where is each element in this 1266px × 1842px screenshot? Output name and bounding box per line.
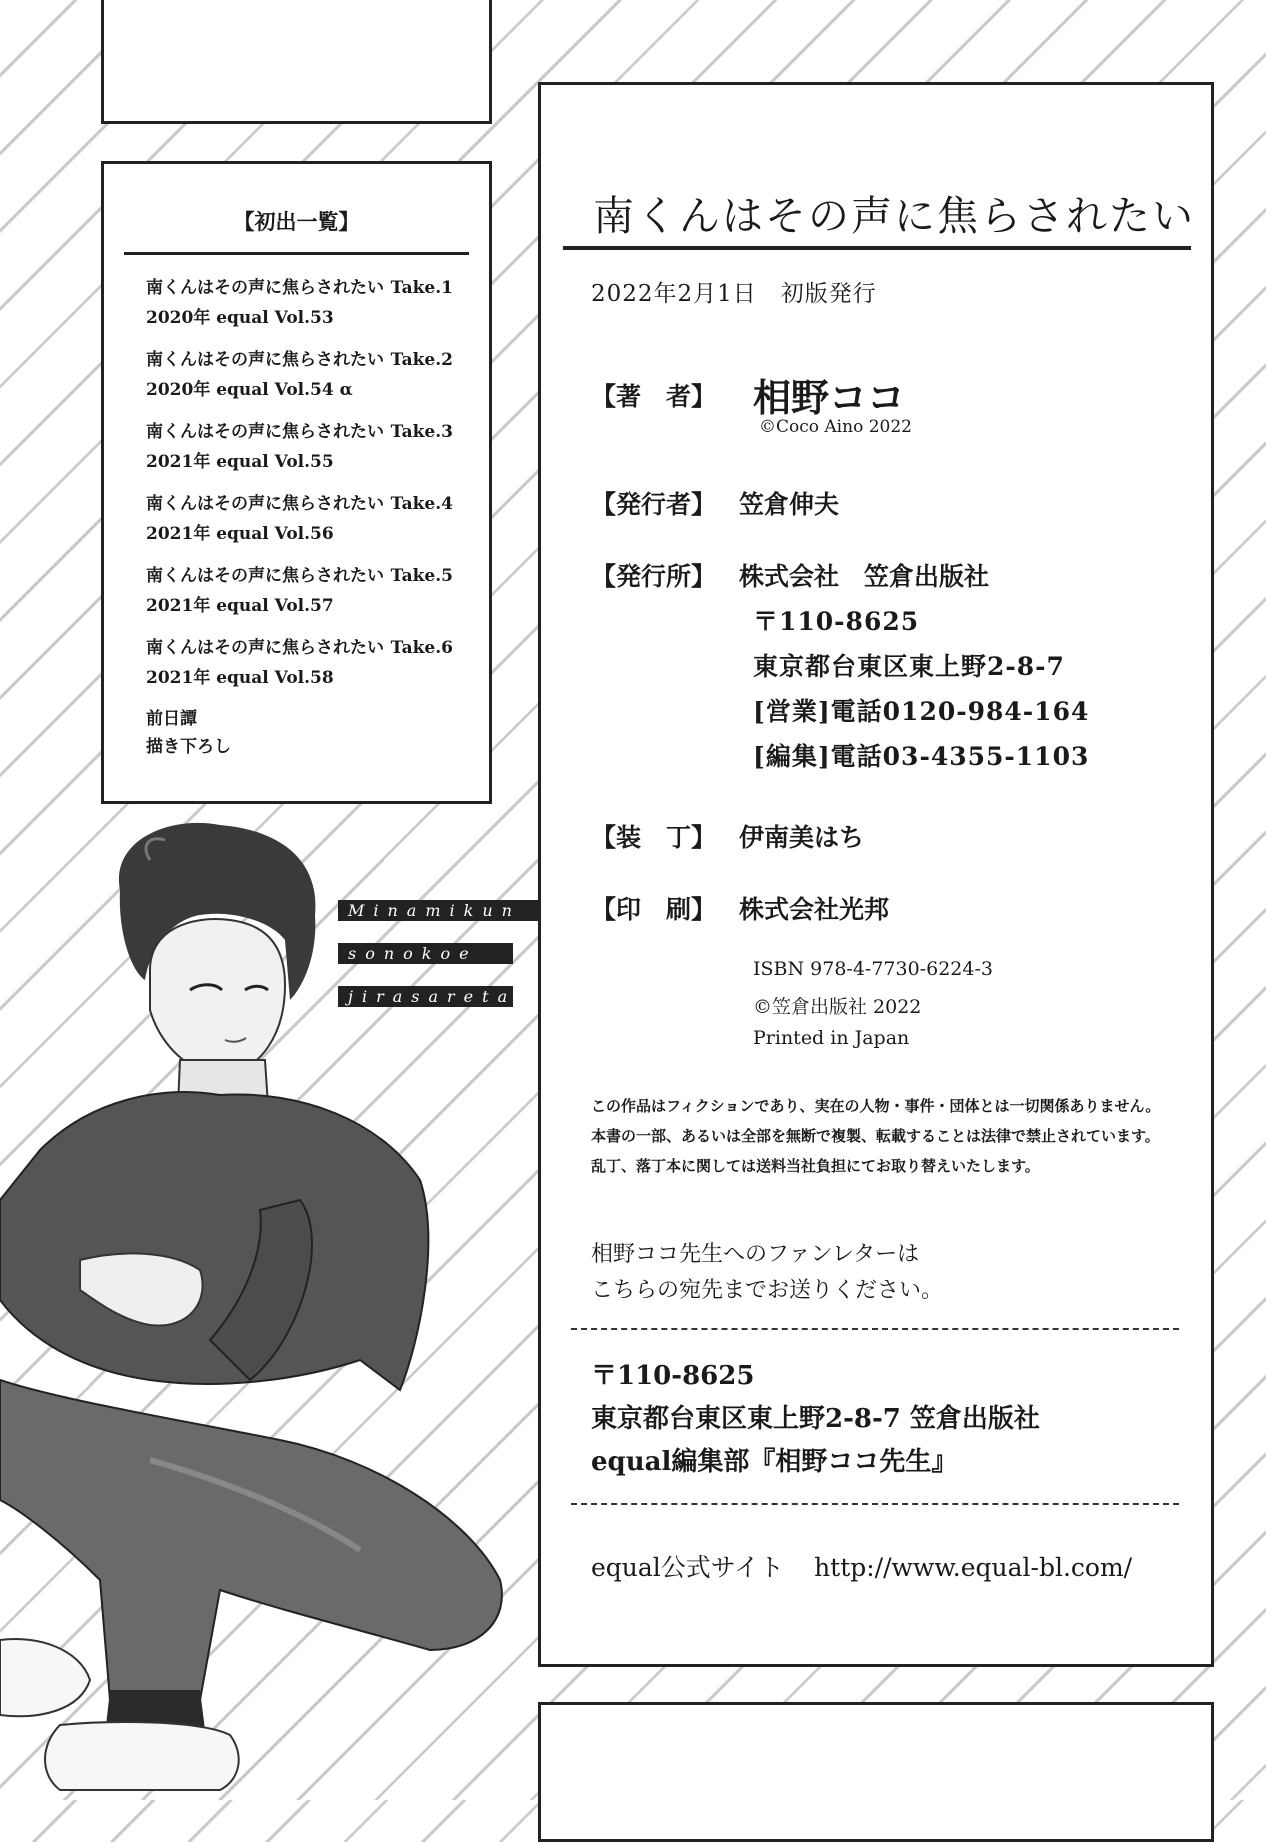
take-label: Take.4 [390, 494, 453, 514]
list-item [146, 345, 489, 405]
issue-label: 2021年 equal Vol.56 [146, 524, 334, 544]
author-label: 【著 者】 [591, 382, 717, 411]
publication-date: 2022年2月1日 初版発行 [591, 281, 877, 307]
publisher-copyright: ©笠倉出版社 2022 [753, 996, 922, 1018]
fan-letter-line-1: 相野ココ先生へのファンレターは [591, 1242, 920, 1267]
list-item [146, 417, 489, 477]
work-title: 南くんはその声に焦らされたい [146, 494, 384, 514]
author-field [591, 377, 739, 413]
romaji-title-line-2: sonokoe ni [338, 943, 513, 964]
list-item [146, 489, 489, 549]
romaji-title-line-1: Minamikun ha [338, 900, 554, 921]
work-title: 南くんはその声に焦らされたい [146, 350, 384, 370]
first-publication-heading: 【初出一覧】 [233, 209, 360, 234]
list-item [146, 273, 489, 333]
work-title: 南くんはその声に焦らされたい [146, 638, 384, 658]
take-label: Take.1 [390, 278, 453, 298]
list-item [146, 633, 489, 693]
copy-notice: 本書の一部、あるいは全部を無断で複製、転載することは法律で禁止されています。 [591, 1127, 1160, 1145]
printer: 株式会社光邦 [739, 895, 890, 924]
first-publication-list [101, 161, 492, 804]
publisher-person: 笠倉伸夫 [739, 490, 840, 519]
author-copyright: ©Coco Aino 2022 [759, 417, 912, 437]
publisher-address: 東京都台東区東上野2-8-7 [753, 652, 1065, 681]
fiction-notice: この作品はフィクションであり、実在の人物・事件・団体とは一切関係ありません。 [591, 1097, 1161, 1115]
colophon-panel [538, 82, 1214, 1667]
dashed-divider [571, 1503, 1179, 1505]
take-label: Take.6 [390, 638, 453, 658]
sales-phone: [営業]電話0120-984-164 [753, 697, 1090, 726]
publisher-postal: 〒110-8625 [753, 607, 920, 636]
design-label: 【装 丁】 [591, 823, 717, 852]
work-title: 南くんはその声に焦らされたい [146, 422, 384, 442]
print-field [591, 890, 889, 926]
dashed-divider [571, 1328, 1179, 1330]
work-title: 南くんはその声に焦らされたい [146, 278, 384, 298]
issue-label: 2021年 equal Vol.57 [146, 596, 334, 616]
designer: 伊南美はち [739, 823, 865, 852]
issue-label: 2021年 equal Vol.55 [146, 452, 334, 472]
mail-postal: 〒110-8625 [591, 1361, 755, 1391]
mail-department: equal編集部『相野ココ先生』 [591, 1447, 958, 1477]
work-title: 南くんはその声に焦らされたい [146, 566, 384, 586]
print-label: 【印 刷】 [591, 895, 717, 924]
top-blank-panel [101, 0, 492, 124]
take-label: Take.3 [390, 422, 453, 442]
issue-label: 2020年 equal Vol.53 [146, 308, 334, 328]
official-site [591, 1548, 1132, 1584]
issue-label: 2020年 equal Vol.54 α [146, 380, 353, 400]
take-label: Take.5 [390, 566, 453, 586]
site-label: equal公式サイト [591, 1553, 785, 1582]
publisher-person-field [591, 485, 839, 521]
issue-label: 2021年 equal Vol.58 [146, 668, 334, 688]
extra-new: 描き下ろし [146, 737, 231, 757]
bottom-blank-panel [538, 1702, 1214, 1842]
author-name: 相野ココ [753, 375, 906, 420]
extra-prequel: 前日譚 [146, 709, 197, 729]
publisher-label: 【発行所】 [591, 562, 717, 591]
romaji-title-line-3: jirasaretai [338, 986, 513, 1007]
mail-address: 東京都台東区東上野2-8-7 笠倉出版社 [591, 1404, 1040, 1434]
design-field [591, 818, 864, 854]
printed-in: Printed in Japan [753, 1027, 910, 1049]
publisher-field [591, 557, 989, 593]
isbn: ISBN 978-4-7730-6224-3 [753, 958, 993, 980]
title-rule [563, 246, 1191, 250]
editorial-phone: [編集]電話03-4355-1103 [753, 742, 1090, 771]
take-label: Take.2 [390, 350, 453, 370]
site-url[interactable]: http://www.equal-bl.com/ [814, 1553, 1133, 1582]
publisher-name: 株式会社 笠倉出版社 [739, 562, 990, 591]
publisher-person-label: 【発行者】 [591, 490, 717, 519]
character-illustration [0, 820, 620, 1800]
replace-notice: 乱丁、落丁本に関しては送料当社負担にてお取り替えいたします。 [591, 1157, 1040, 1175]
list-item [146, 561, 489, 621]
book-title: 南くんはその声に焦らされたい [593, 192, 1195, 240]
heading-rule [124, 252, 469, 255]
fan-letter-line-2: こちらの宛先までお送りください。 [591, 1278, 944, 1303]
